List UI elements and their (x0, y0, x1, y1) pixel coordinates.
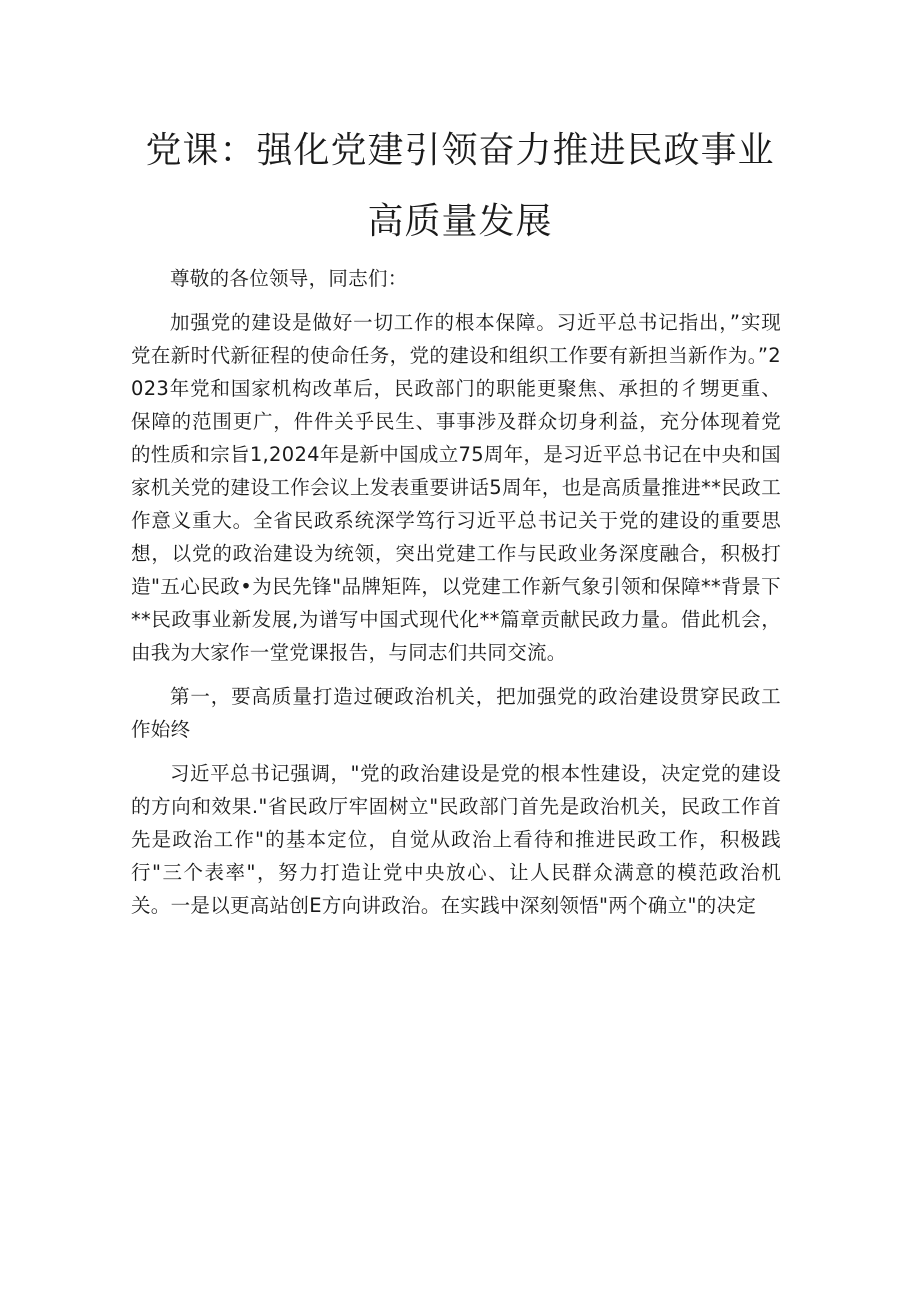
intro-paragraph: 加强党的建设是做好一切工作的根本保障。习近平总书记指出，”实现党在新时代新征程的使命任务，党的建设和组织工作要有新担当新作为。”2023年党和国家机构改革后，民政部门的职能更聚焦、承担的彳甥更重、保障的范围更广，件件关乎民生、事事涉及群众切身利益，充分体现着党的性质和宗旨1,2024年是新中国成立75周年，是习近平总书记在中央和国家机关党的建设工作会议上发表重要讲话5周年，也是高质量推进**民政工作意义重大。全省民政系统深学笃行习近平总书记关于党的建设的重要思想，以党的政治建设为统领，突出党建工作与民政业务深度融合，积极打造"五心民政•为民先锋"品牌矩阵，以党建工作新气象引领和保障**背景下**民政事业新发展,为谱写中国式现代化**篇章贡献民政力量。借此机会，由我为大家作一堂党课报告，与同志们共同交流。 (131, 311, 781, 664)
salutation-paragraph: 尊敬的各位领导，同志们： (170, 267, 408, 290)
section-heading-paragraph: 第一，要高质量打造过硬政治机关，把加强党的政治建设贯穿民政工作始终 (131, 685, 781, 741)
document-body (131, 262, 781, 922)
document-title-line-1: 党课：强化党建引领奋力推进民政事业 (145, 130, 775, 171)
body-paragraph: 习近平总书记强调，"党的政治建设是党的根本性建设，决定党的建设的方向和效果."省民政厅牢固树立"民政部门首先是政治机关，民政工作首先是政治工作"的基本定位，自觉从政治上看待和推进民政工作，积极践行"三个表率"，努力打造让党中央放心、让人民群众满意的模范政治机关。一是以更高站创E方向讲政治。在实践中深刻领悟"两个确立"的决定 (131, 762, 781, 917)
document-title-line-2: 高质量发展 (367, 201, 553, 242)
